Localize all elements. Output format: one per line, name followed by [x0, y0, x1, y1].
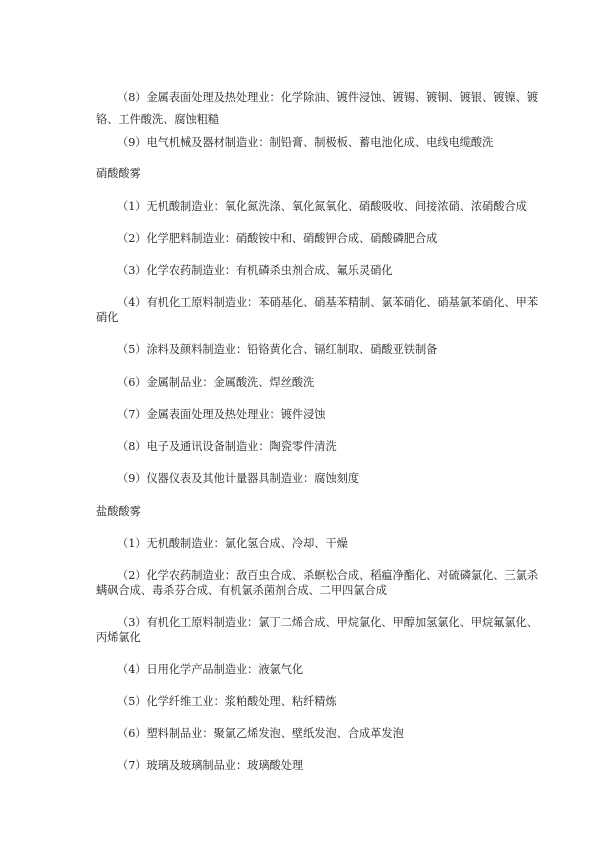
text-line: （5）涂料及颜料制造业：铅铬黄化合、镉红制取、硝酸亚铁制备: [117, 343, 438, 356]
text-line: 硝化: [96, 311, 119, 324]
text-line: （1）无机酸制造业：氯化氢合成、冷却、干燥: [117, 537, 348, 550]
text-line: （9）仪器仪表及其他计量器具制造业：腐蚀刻度: [117, 472, 360, 485]
text-line: （4）有机化工原料制造业：苯硝基化、硝基苯精制、氯苯硝化、硝基氯苯硝化、甲苯: [117, 296, 539, 309]
text-line: （6）金属制品业：金属酸洗、焊丝酸洗: [117, 376, 315, 389]
text-line: （8）电子及通讯设备制造业：陶瓷零件清洗: [117, 440, 337, 453]
text-line: （3）化学农药制造业：有机磷杀虫剂合成、氟乐灵硝化: [117, 264, 393, 277]
text-line: 丙烯氯化: [96, 631, 141, 644]
section-heading: 盐酸酸雾: [96, 505, 141, 518]
text-line: 铬、工件酸洗、腐蚀粗糙: [96, 113, 220, 126]
text-line: （2）化学肥料制造业：硝酸铵中和、硝酸钾合成、硝酸磷肥合成: [117, 232, 438, 245]
text-line: （1）无机酸制造业：氧化氮洗涤、氧化氮氧化、硝酸吸收、间接浓硝、浓硝酸合成: [117, 200, 527, 213]
text-line: （7）玻璃及玻璃制品业：玻璃酸处理: [117, 759, 304, 772]
text-line: （3）有机化工原料制造业：氯丁二烯合成、甲烷氯化、甲醇加氢氯化、甲烷氟氯化、: [117, 616, 539, 629]
text-line: （7）金属表面处理及热处理业：镀件浸蚀: [117, 408, 326, 421]
text-line: （6）塑料制品业：聚氯乙烯发泡、壁纸发泡、合成革发泡: [117, 727, 404, 740]
text-line: （2）化学农药制造业：敌百虫合成、杀螟松合成、稻瘟净酯化、对硫磷氯化、三氯杀: [117, 569, 539, 582]
text-line: （9）电气机械及器材制造业：制铅膏、制极板、蓄电池化成、电线电缆酸洗: [117, 136, 494, 149]
text-line: （5）化学纤维工业：浆粕酸处理、粘纤精炼: [117, 695, 337, 708]
text-line: 螨砜合成、毒杀芬合成、有机氯杀菌剂合成、二甲四氯合成: [96, 584, 387, 597]
text-line: （4）日用化学产品制造业：液氯气化: [117, 663, 304, 676]
text-line: （8）金属表面处理及热处理业：化学除油、镀件浸蚀、镀锡、镀铜、镀银、镀镍、镀: [117, 91, 539, 104]
section-heading: 硝酸酸雾: [96, 167, 141, 180]
